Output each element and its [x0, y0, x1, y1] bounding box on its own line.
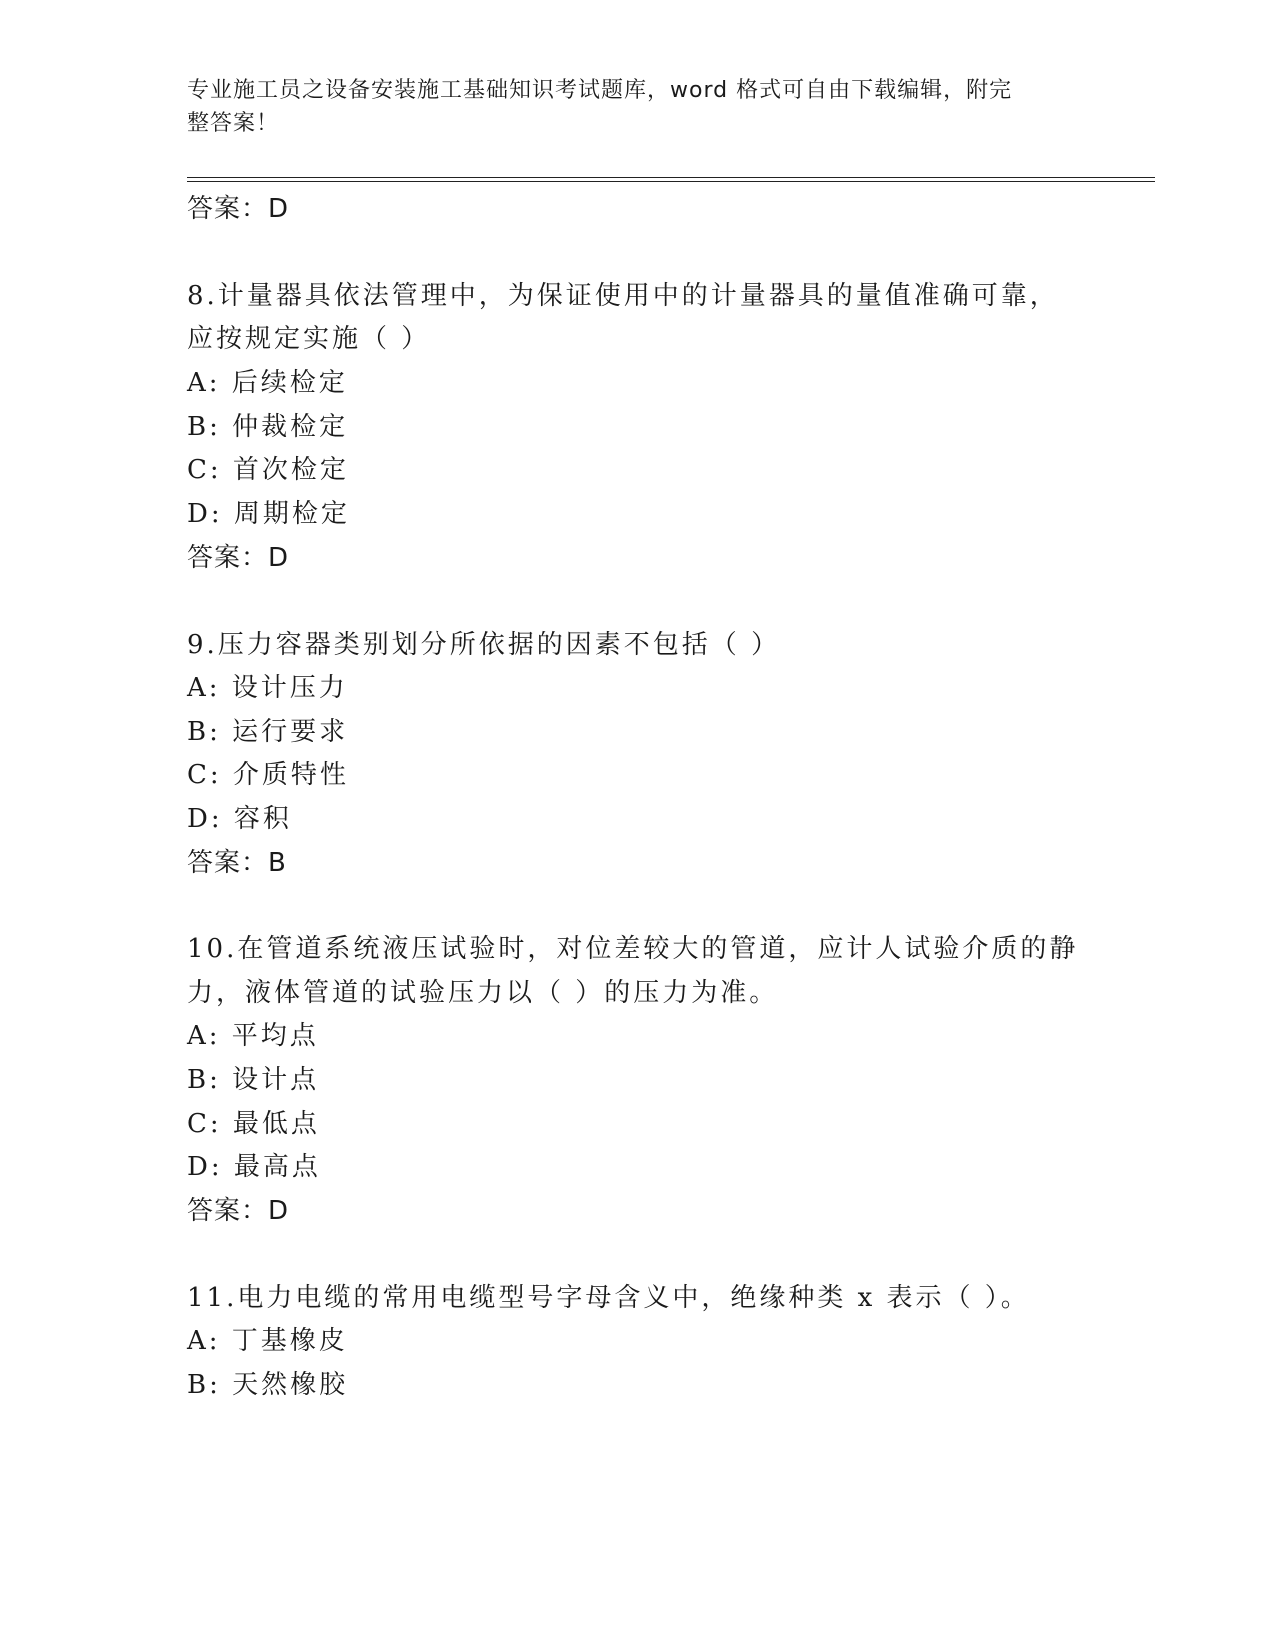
question-10-option-a: A: 平均点 [187, 1021, 319, 1051]
question-11-option-b: B: 天然橡胶 [187, 1370, 349, 1400]
header-line-1: 专业施工员之设备安装施工基础知识考试题库，word 格式可自由下载编辑，附完 [187, 78, 1013, 103]
question-9-option-a: A: 设计压力 [187, 673, 348, 703]
document-header [187, 74, 1067, 140]
header-line-2: 整答案！ [187, 111, 280, 136]
question-8-option-a: A: 后续检定 [187, 368, 348, 398]
question-9-stem-line-1: 9.压力容器类别划分所依据的因素不包括（ ） [187, 630, 781, 660]
header-divider-top [187, 177, 1155, 178]
question-8-option-c: C: 首次检定 [187, 455, 349, 485]
question-8-stem-line-1: 8.计量器具依法管理中，为保证使用中的计量器具的量值准确可靠， [187, 281, 1059, 311]
question-11-option-a: A: 丁基橡皮 [187, 1326, 348, 1356]
question-8-option-d: D: 周期检定 [187, 499, 350, 529]
previous-answer: 答案：D [187, 194, 290, 224]
question-10-answer: 答案：D [187, 1196, 290, 1226]
question-11-stem-line-1: 11.电力电缆的常用电缆型号字母含义中，绝缘种类 x 表示（ ）。 [187, 1283, 1030, 1313]
question-10-option-b: B: 设计点 [187, 1065, 320, 1095]
header-divider-bottom [187, 181, 1155, 182]
question-8-answer: 答案：D [187, 543, 290, 573]
question-10-option-d: D: 最高点 [187, 1152, 321, 1182]
question-10-option-c: C: 最低点 [187, 1109, 320, 1139]
question-8-stem-line-2: 应按规定实施（ ） [187, 324, 431, 354]
question-9-option-b: B: 运行要求 [187, 717, 349, 747]
question-8-option-b: B: 仲裁检定 [187, 412, 349, 442]
question-9-answer: 答案：B [187, 848, 287, 878]
question-9-option-d: D: 容积 [187, 804, 292, 834]
question-10-stem-line-1: 10.在管道系统液压试验时，对位差较大的管道，应计人试验介质的静 [187, 934, 1079, 964]
question-10-stem-line-2: 力，液体管道的试验压力以（ ）的压力为准。 [187, 978, 779, 1008]
question-9-option-c: C: 介质特性 [187, 760, 349, 790]
